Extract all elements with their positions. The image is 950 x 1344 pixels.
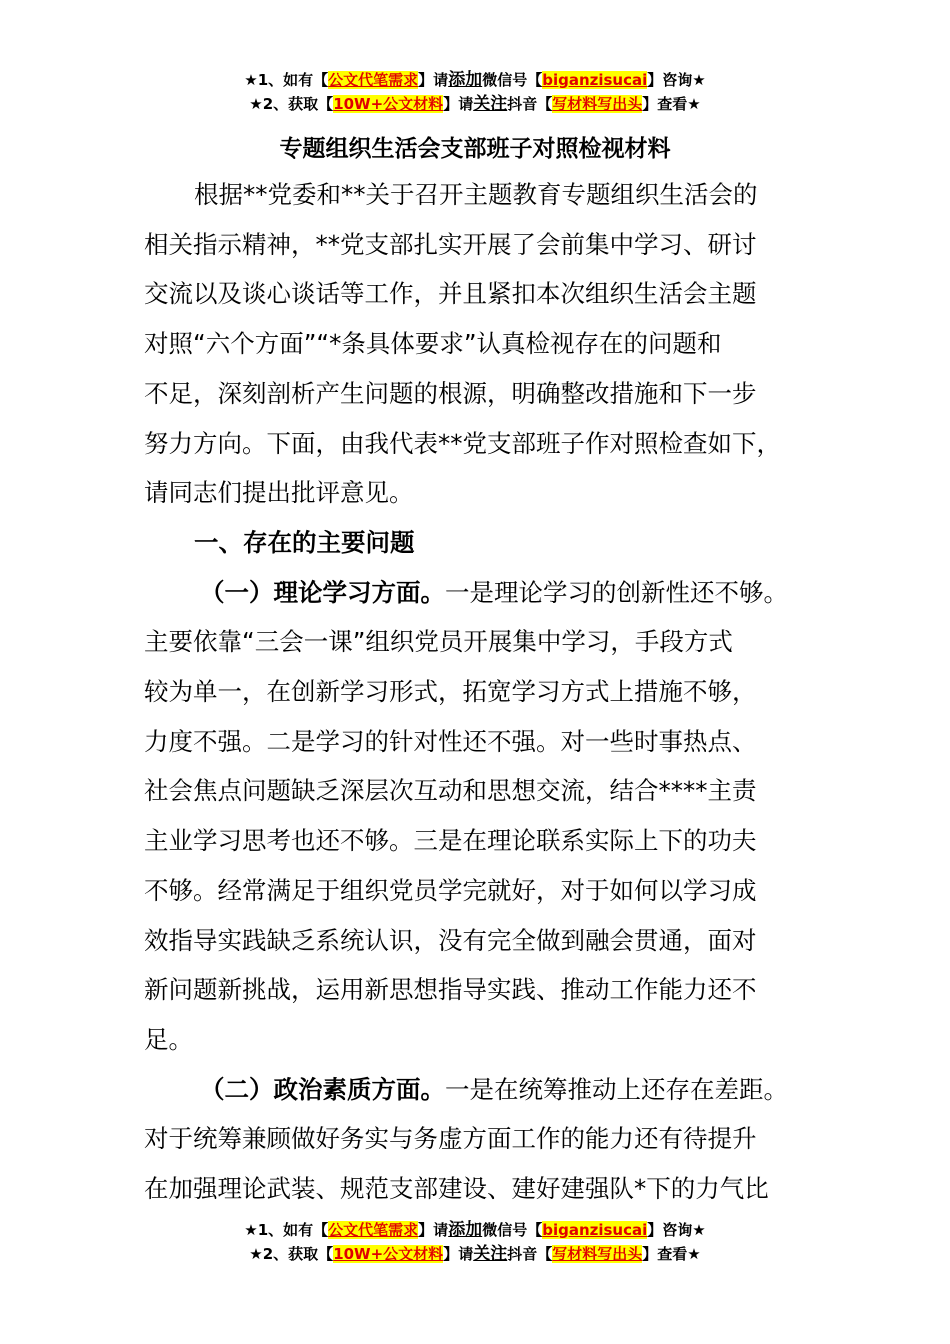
notice-text: ★2、获取【 [249, 95, 334, 113]
notice-text: 】查看★ [642, 1245, 701, 1263]
header-notice-line-1 [0, 68, 950, 92]
line-text: 足。 [144, 1024, 193, 1054]
notice-highlight: 10W+公文材料 [333, 95, 444, 113]
line-text: 社会焦点问题缺乏深层次互动和思想交流，结合****主责 [144, 776, 757, 806]
notice-text: 抖音【 [507, 95, 553, 113]
notice-underline: 关注 [473, 1244, 508, 1264]
body-line [144, 1164, 769, 1214]
notice-underline: 关注 [473, 94, 508, 114]
body-line [144, 866, 757, 916]
line-text: 努力方向。下面，由我代表**党支部班子作对照检查如下， [144, 428, 781, 458]
line-text: 主要依靠“三会一课”组织党员开展集中学习，手段方式 [144, 627, 733, 657]
body-line [200, 568, 788, 618]
footer-notice-line-1 [0, 1218, 950, 1242]
document-title: 专题组织生活会支部班子对照检视材料 [279, 136, 671, 162]
line-text: 在加强理论武装、规范支部建设、建好建强队*下的力气比 [144, 1174, 769, 1203]
body-line [194, 170, 758, 220]
line-text: 请同志们提出批评意见。 [144, 478, 414, 508]
line-text: 交流以及谈心谈话等工作，并且紧扣本次组织生活会主题 [144, 279, 757, 309]
footer-notice-line-2 [0, 1242, 950, 1266]
line-text: 对照“六个方面”“*条具体要求”认真检视存在的问题和 [144, 329, 722, 359]
body-line [144, 916, 757, 966]
notice-highlight: 10W+公文材料 [333, 1245, 444, 1263]
notice-text: ★1、如有【 [244, 71, 329, 89]
line-text: 效指导实践缺乏系统认识，没有完全做到融会贯通，面对 [144, 925, 757, 955]
body-line [144, 369, 757, 419]
notice-highlight: 公文代笔需求 [328, 1221, 419, 1239]
body-line [144, 419, 781, 469]
line-text: 较为单一，在创新学习形式，拓宽学习方式上措施不够， [144, 677, 757, 706]
notice-text: 】请 [443, 95, 474, 113]
notice-text: 抖音【 [507, 1245, 553, 1263]
notice-underline: 添加 [448, 1220, 483, 1240]
header-notice-line-2 [0, 92, 950, 116]
body-line [144, 319, 722, 369]
line-text: 一、存在的主要问题 [194, 527, 415, 557]
line-text: 新问题新挑战，运用新思想指导实践、推动工作能力还不 [144, 975, 757, 1005]
body-line [144, 766, 757, 816]
notice-text: 】请 [443, 1245, 474, 1263]
body-line [144, 1015, 193, 1065]
body-line [200, 1065, 788, 1115]
line-text: 一是理论学习的创新性还不够。 [445, 577, 788, 607]
line-text: 根据**党委和**关于召开主题教育专题组织生活会的 [194, 180, 758, 209]
body-line [144, 1114, 757, 1164]
section-lead: （二）政治素质方面。 [200, 1074, 445, 1104]
notice-highlight: 公文代笔需求 [328, 71, 419, 89]
notice-text: 】咨询★ [647, 71, 706, 89]
body-line [144, 816, 757, 866]
body-line [144, 617, 733, 667]
notice-highlight: 写材料写出头 [552, 1245, 643, 1263]
line-text: 力度不强。二是学习的针对性还不强。对一些时事热点、 [144, 726, 757, 756]
notice-text: 】咨询★ [647, 1221, 706, 1239]
body-line [144, 468, 414, 518]
notice-text: ★1、如有【 [244, 1221, 329, 1239]
notice-text: ★2、获取【 [249, 1245, 334, 1263]
body-line [144, 717, 757, 767]
line-text: 相关指示精神，**党支部扎实开展了会前集中学习、研讨 [144, 229, 757, 259]
line-text: 不够。经常满足于组织党员学完就好，对于如何以学习成 [144, 875, 757, 905]
body-line [144, 269, 757, 319]
notice-highlight: 写材料写出头 [552, 95, 643, 113]
body-line [144, 667, 757, 717]
line-text: 不足，深刻剖析产生问题的根源，明确整改措施和下一步 [144, 378, 757, 408]
notice-highlight: biganzisucai [542, 1221, 648, 1239]
notice-text: 】请 [418, 71, 449, 89]
notice-text: 微信号【 [482, 71, 543, 89]
notice-text: 】查看★ [642, 95, 701, 113]
line-text: 对于统筹兼顾做好务实与务虚方面工作的能力还有待提升 [144, 1124, 757, 1154]
line-text: 一是在统筹推动上还存在差距。 [445, 1074, 788, 1104]
line-text: 主业学习思考也还不够。三是在理论联系实际上下的功夫 [144, 826, 757, 856]
section-lead: （一）理论学习方面。 [200, 577, 445, 607]
notice-underline: 添加 [448, 70, 483, 90]
notice-highlight: biganzisucai [542, 71, 648, 89]
body-line [144, 220, 757, 270]
notice-text: 】请 [418, 1221, 449, 1239]
body-line [144, 965, 757, 1015]
notice-text: 微信号【 [482, 1221, 543, 1239]
section-heading [194, 518, 415, 568]
